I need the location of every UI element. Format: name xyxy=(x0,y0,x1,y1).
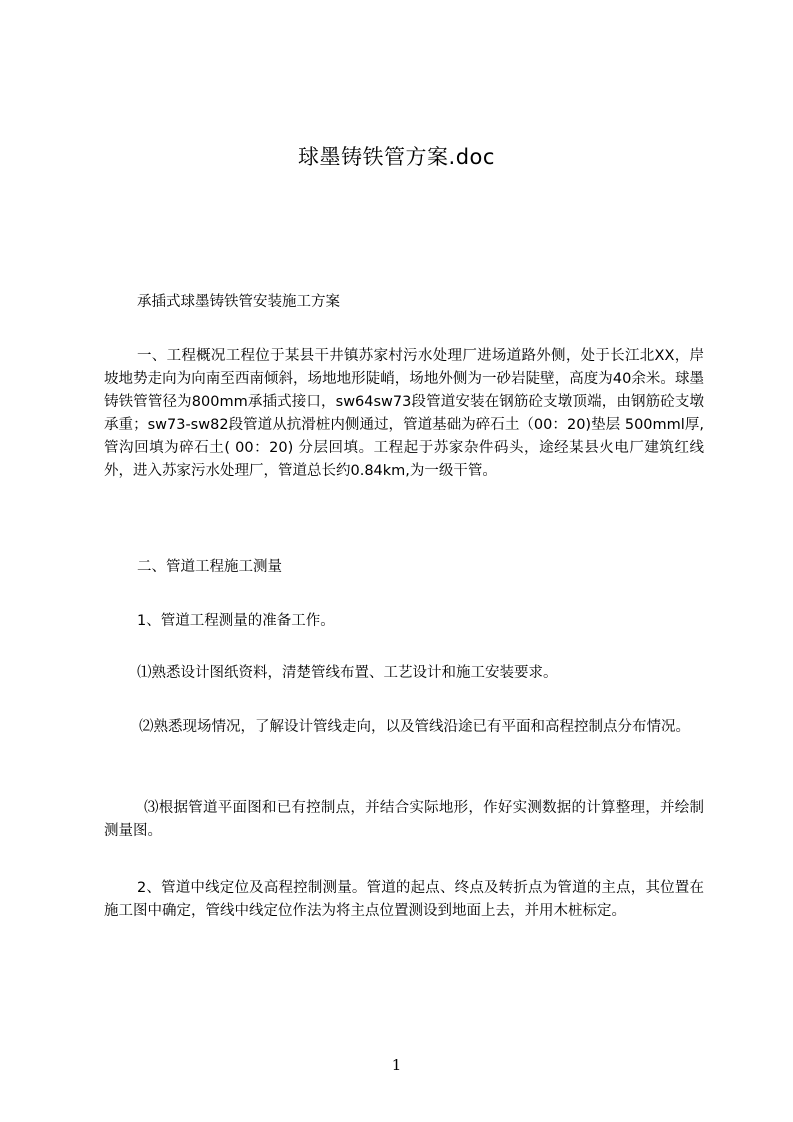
list-item: ⑵熟悉现场情况，了解设计管线走向，以及管线沿途已有平面和高程控制点分布情况。 xyxy=(139,719,690,735)
list-item: ⑴熟悉设计图纸资料，清楚管线布置、工艺设计和施工安装要求。 xyxy=(137,665,558,681)
page-number: 1 xyxy=(391,1056,402,1074)
section-heading-surveying: 二、管道工程施工测量 xyxy=(137,559,282,575)
paragraph-project-overview: 一、工程概况工程位于某县干井镇苏家村污水处理厂进场道路外侧，处于长江北XX，岸坡地势走向为向南至西南倾斜，场地地形陡峭，场地外侧为一砂岩陡壁，高度为40余米。球墨铸铁管管径为800mm承插式接口，sw64sw73段管道安装在钢筋砼支墩顶端，由钢筋砼支墩承重；sw73-sw82段管道从抗滑桩内侧通过，管道基础为碎石土（00：20)垫层 500mml厚,管沟回填为碎石土( 00：20) 分层回填。工程起于苏家杂件码头，途经某县火电厂建筑红线外，进入苏家污水处理厂，管道总长约0.84km,为一级干管。 xyxy=(104,348,704,479)
list-item: ⑶根据管道平面图和已有控制点，并结合实际地形，作好实测数据的计算整理，并绘制测量图。 xyxy=(104,800,704,839)
document-title: 球墨铸铁管方案.doc xyxy=(298,145,495,169)
subsection-preparation: 1、管道工程测量的准备工作。 xyxy=(137,613,335,629)
document-subtitle: 承插式球墨铸铁管安装施工方案 xyxy=(137,294,340,310)
subsection-centerline-positioning: 2、管道中线定位及高程控制测量。管道的起点、终点及转折点为管道的主点，其位置在施工图中确定，管线中线定位作法为将主点位置测设到地面上去，并用木桩标定。 xyxy=(104,880,704,919)
